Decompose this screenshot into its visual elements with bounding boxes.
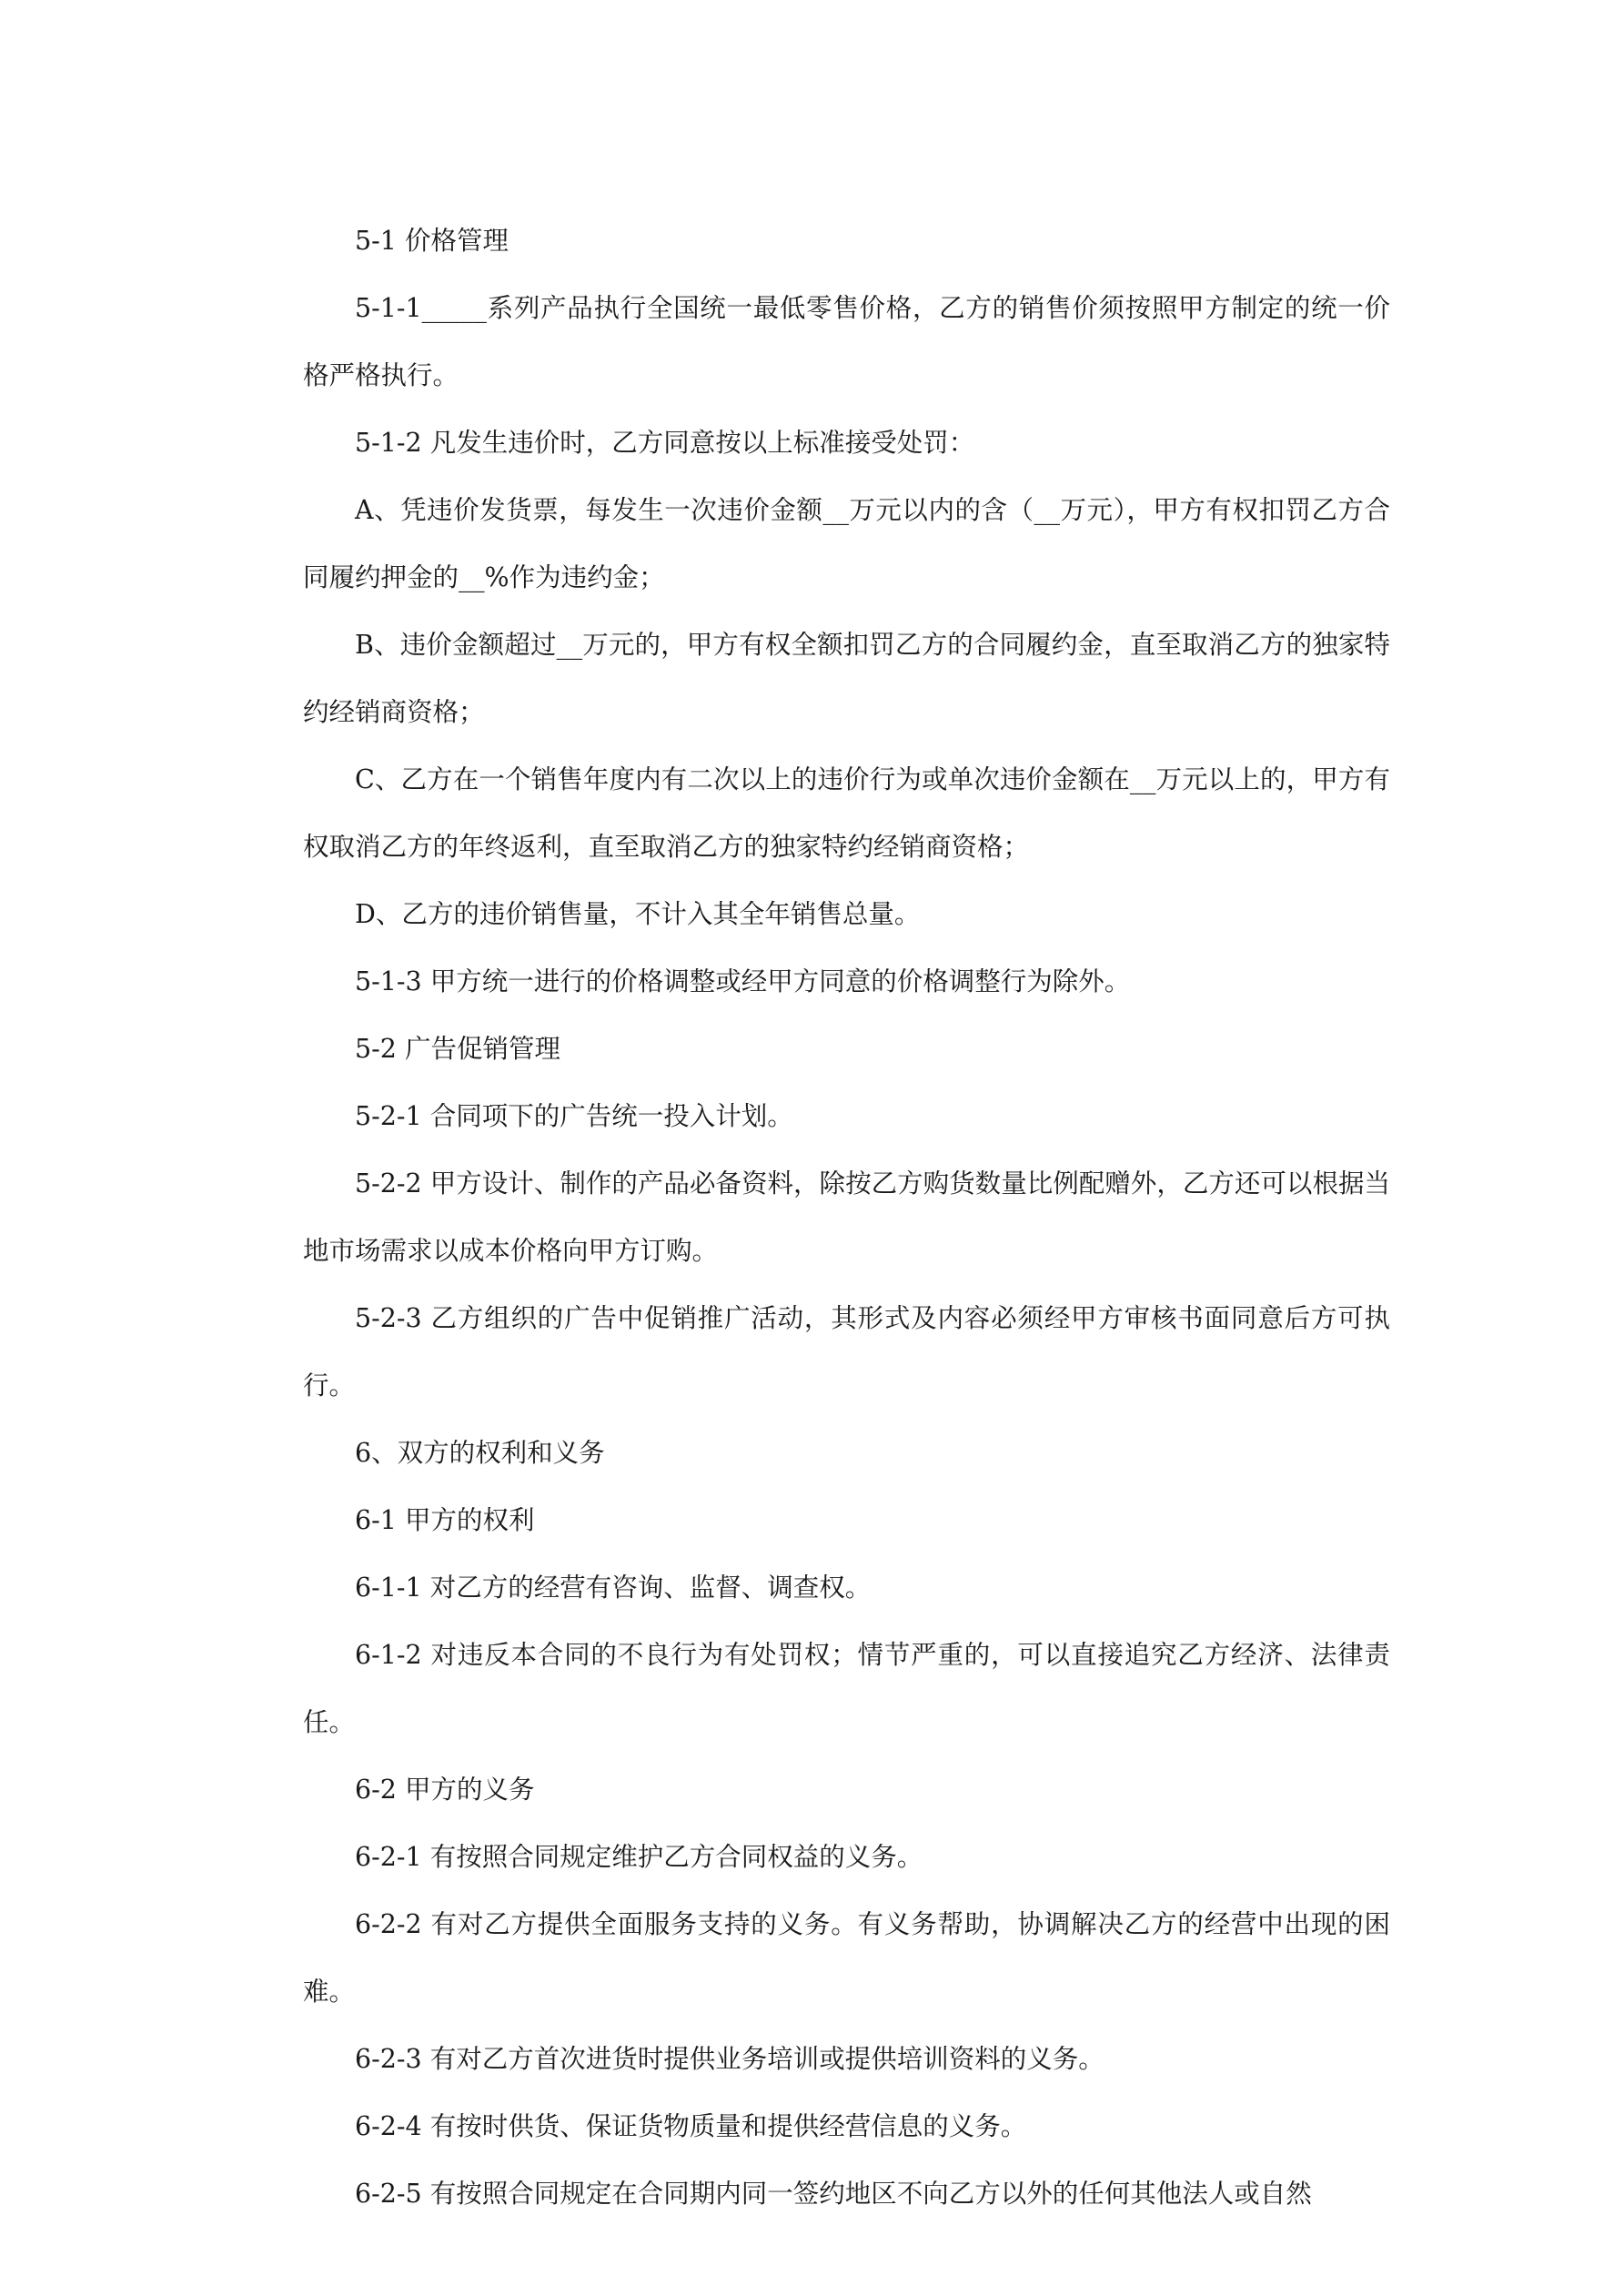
clause-6-2-2: 6-2-2 有对乙方提供全面服务支持的义务。有义务帮助，协调解决乙方的经营中出现的困难。	[303, 1909, 1390, 2007]
clause-5-1-2-a: A、凭违价发货票，每发生一次违价金额__万元以内的含（__万元），甲方有权扣罚乙方合同履约押金的__%作为违约金；	[303, 495, 1390, 592]
section-heading-6-1: 6-1 甲方的权利	[355, 1505, 535, 1535]
clause-5-1-2-d: D、乙方的违价销售量，不计入其全年销售总量。	[355, 899, 921, 929]
clause-6-1-2: 6-1-2 对违反本合同的不良行为有处罚权；情节严重的，可以直接追究乙方经济、法律责任。	[303, 1640, 1390, 1737]
clause-5-1-2: 5-1-2 凡发生违价时，乙方同意按以上标准接受处罚：	[355, 428, 975, 458]
clause-5-1-3: 5-1-3 甲方统一进行的价格调整或经甲方同意的价格调整行为除外。	[355, 966, 1131, 996]
clause-5-1-2-b: B、违价金额超过__万元的，甲方有权全额扣罚乙方的合同履约金，直至取消乙方的独家特约经销商资格；	[303, 630, 1390, 727]
section-heading-5-1: 5-1 价格管理	[355, 226, 509, 256]
clause-6-2-4: 6-2-4 有按时供货、保证货物质量和提供经营信息的义务。	[355, 2111, 1027, 2141]
clause-5-2-3: 5-2-3 乙方组织的广告中促销推广活动，其形式及内容必须经甲方审核书面同意后方可执行。	[303, 1303, 1390, 1401]
clause-6-2-1: 6-2-1 有按照合同规定维护乙方合同权益的义务。	[355, 1842, 923, 1872]
document-body	[303, 207, 1390, 2228]
section-heading-5-2: 5-2 广告促销管理	[355, 1034, 560, 1064]
clause-6-2-3: 6-2-3 有对乙方首次进货时提供业务培训或提供培训资料的义务。	[355, 2044, 1105, 2074]
clause-6-2-5: 6-2-5 有按照合同规定在合同期内同一签约地区不向乙方以外的任何其他法人或自然	[355, 2179, 1312, 2209]
clause-5-1-2-c: C、乙方在一个销售年度内有二次以上的违价行为或单次违价金额在__万元以上的，甲方有权取消乙方的年终返利，直至取消乙方的独家特约经销商资格；	[303, 764, 1390, 862]
clause-5-1-1: 5-1-1_____系列产品执行全国统一最低零售价格，乙方的销售价须按照甲方制定的统一价格严格执行。	[303, 293, 1390, 390]
section-heading-6-2: 6-2 甲方的义务	[355, 1775, 535, 1805]
clause-5-2-1: 5-2-1 合同项下的广告统一投入计划。	[355, 1101, 793, 1131]
clause-6-1-1: 6-1-1 对乙方的经营有咨询、监督、调查权。	[355, 1573, 872, 1603]
section-heading-6: 6、双方的权利和义务	[355, 1438, 605, 1468]
clause-5-2-2: 5-2-2 甲方设计、制作的产品必备资料，除按乙方购货数量比例配赠外，乙方还可以根据当地市场需求以成本价格向甲方订购。	[303, 1168, 1390, 1266]
